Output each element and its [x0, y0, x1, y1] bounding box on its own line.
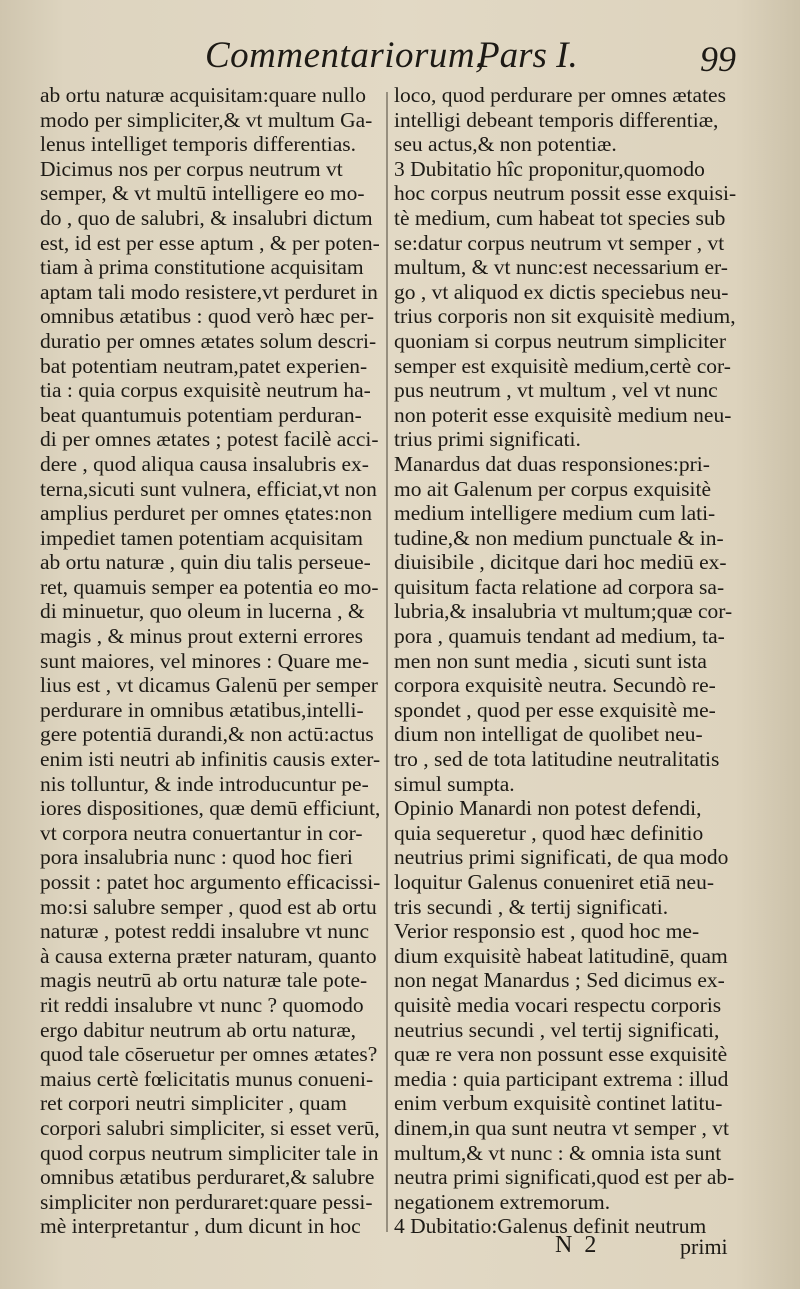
text-line: dere , quod aliqua causa insalubris ex- — [40, 451, 369, 476]
text-line: multum, & vt nunc:est necessarium er- — [394, 255, 728, 280]
text-line: di minuetur, quo oleum in lucerna , & — [40, 599, 365, 624]
text-line: di per omnes ætates ; potest facilè acci- — [40, 427, 379, 452]
text-line: lenus intelliget temporis differentias. — [40, 132, 357, 157]
text-line: semper, & vt multū intelligere eo mo- — [40, 181, 365, 206]
text-line: tris secundi , & tertij significati. — [394, 894, 669, 919]
text-line: magis neutrū ab ortu naturæ tale pote- — [40, 968, 368, 993]
column-divider — [386, 92, 388, 1232]
text-line: pus neutrum , vt multum , vel vt nunc — [394, 378, 718, 403]
text-line: quisitum facta relatione ad corpora sa- — [394, 574, 725, 599]
text-line: duratio per omnes ætates solum descri- — [40, 328, 377, 353]
text-line: men non sunt media , sicuti sunt ista — [394, 648, 707, 673]
text-line: nis tolluntur, & inde introducuntur pe- — [40, 771, 369, 796]
text-line: semper est exquisitè medium,certè cor- — [394, 353, 731, 378]
text-line: go , vt aliquod ex dictis speciebus neu- — [394, 279, 729, 304]
text-line: magis , & minus prout externi errores — [40, 624, 364, 649]
text-line: simpliciter non perduraret:quare pessi- — [40, 1189, 373, 1214]
text-line: Manardus dat duas responsiones:pri- — [394, 451, 710, 476]
text-line: 3 Dubitatio hîc proponitur,quomodo — [394, 156, 705, 181]
text-line: est, id est per esse aptum , & per poten- — [40, 230, 380, 255]
text-line: simul sumpta. — [394, 771, 515, 796]
text-line: modo per simpliciter,& vt multum Ga- — [40, 107, 373, 132]
text-line: neutrius secundi , vel tertij significati, — [394, 1017, 720, 1042]
text-line: tro , sed de tota latitudine neutralitatis — [394, 747, 720, 772]
text-line: Verior responsio est , quod hoc me- — [394, 919, 700, 944]
text-line: negationem extremorum. — [394, 1189, 611, 1214]
text-line: naturæ , potest reddi insalubre vt nunc — [40, 919, 369, 944]
signature-mark: N 2 — [555, 1232, 600, 1258]
part-label: Pars I. — [477, 35, 578, 76]
text-line: pora insalubria nunc : quod hoc fieri — [40, 845, 353, 870]
page-number: 99 — [700, 39, 736, 79]
text-line: loquitur Galenus conueniret etiā neu- — [394, 870, 715, 894]
text-line: omnibus ætatibus : quod verò hæc per- — [40, 304, 374, 329]
text-line: corpora exquisitè neutra. Secundò re- — [394, 673, 716, 698]
text-line: intelligi debeant temporis differentiæ, — [394, 107, 719, 132]
text-line: spondet , quod per esse exquisitè me- — [394, 697, 716, 722]
text-line: terna,sicuti sunt vulnera, efficiat,vt non — [40, 476, 377, 501]
text-line: trius corporis non sit exquisitè medium, — [394, 304, 736, 329]
left-column — [40, 83, 380, 1239]
text-line: iores dispositiones, quæ demū efficiunt, — [40, 796, 381, 821]
text-line: gere potentiā durandi,& non actū:actus — [40, 722, 374, 747]
text-line: quæ re vera non possunt esse exquisitè — [394, 1042, 728, 1067]
text-line: amplius perduret per omnes ętates:non — [40, 501, 372, 526]
text-line: possit : patet hoc argumento efficacissi- — [40, 870, 381, 894]
text-line: ab ortu naturæ acquisitam:quare nullo — [40, 83, 366, 107]
text-line: media : quia participant extrema : illud — [394, 1066, 729, 1091]
text-line: maius certè fœlicitatis munus conueni- — [40, 1066, 374, 1091]
text-line: quod corpus neutrum simpliciter tale in — [40, 1140, 379, 1165]
text-line: non poterit esse exquisitè medium neu- — [394, 402, 732, 427]
text-line: beat quantumuis potentiam perduran- — [40, 402, 362, 427]
text-line: non negat Manardus ; Sed dicimus ex- — [394, 968, 725, 993]
text-line: 4 Dubitatio:Galenus definit neutrum — [394, 1214, 707, 1239]
text-line: seu actus,& non potentiæ. — [394, 132, 617, 157]
text-line: vt corpora neutra conuertantur in cor- — [40, 820, 363, 845]
text-line: tia : quia corpus exquisitè neutrum ha- — [40, 378, 371, 403]
text-line: lubria,& insalubria vt multum;quæ cor- — [394, 599, 733, 624]
text-line: perdurare in omnibus ætatibus,intelli- — [40, 697, 364, 722]
text-line: pora , quamuis tendant ad medium, ta- — [394, 624, 725, 649]
text-line: sunt maiores, vel minores : Quare me- — [40, 648, 369, 673]
text-line: enim isti neutri ab infinitis causis exter- — [40, 747, 381, 772]
text-line: medium intelligere medium cum lati- — [394, 501, 716, 526]
text-line: ab ortu naturæ , quin diu talis perseue- — [40, 550, 371, 575]
text-line: à causa externa præter naturam, quanto — [40, 943, 377, 968]
text-line: Dicimus nos per corpus neutrum vt — [40, 156, 343, 181]
text-line: trius primi significati. — [394, 427, 581, 452]
text-line: loco, quod perdurare per omnes ætates — [394, 83, 726, 107]
text-line: quia sequeretur , quod hæc definitio — [394, 820, 704, 845]
text-line: tè medium, cum habeat tot species sub — [394, 205, 726, 230]
text-line: ergo dabitur neutrum ab ortu naturæ, — [40, 1017, 357, 1042]
text-line: ret, quamuis semper ea potentia eo mo- — [40, 574, 379, 599]
text-line: mè interpretantur , dum dicunt in hoc — [40, 1214, 361, 1239]
text-line: ret corpori neutri simpliciter , quam — [40, 1091, 347, 1116]
text-line: do , quo de salubri, & insalubri dictum — [40, 205, 373, 230]
catchword: primi — [680, 1234, 728, 1259]
text-line: tudine,& non medium punctuale & in- — [394, 525, 724, 550]
text-line: dium non intelligat de quolibet neu- — [394, 722, 703, 747]
text-line: omnibus ætatibus perduraret,& salubre — [40, 1165, 375, 1190]
text-line: quisitè media vocari respectu corporis — [394, 992, 722, 1017]
text-line: rit reddi insalubre vt nunc ? quomodo — [40, 992, 364, 1017]
text-line: Opinio Manardi non potest defendi, — [394, 796, 702, 821]
text-line: quod tale cōseruetur per omnes ætates? — [40, 1042, 378, 1067]
text-line: aptam tali modo resistere,vt perduret in — [40, 279, 378, 304]
text-line: tiam à prima constitutione acquisitam — [40, 255, 364, 280]
text-line: neutra primi significati,quod est per ab- — [394, 1165, 735, 1190]
right-column — [394, 83, 764, 1239]
running-title: Commentariorum, — [205, 35, 485, 76]
page-footer — [0, 1232, 800, 1272]
text-line: se:datur corpus neutrum vt semper , vt — [394, 230, 725, 255]
text-line: lius est , vt dicamus Galenū per semper — [40, 673, 378, 698]
text-line: mo ait Galenum per corpus exquisitè — [394, 476, 712, 501]
text-line: mo:si salubre semper , quod est ab ortu — [40, 894, 377, 919]
text-line: dinem,in qua sunt neutra vt semper , vt — [394, 1115, 729, 1140]
text-line: quoniam si corpus neutrum simpliciter — [394, 328, 727, 353]
text-line: hoc corpus neutrum possit esse exquisi- — [394, 181, 737, 206]
text-line: impediet tamen potentiam acquisitam — [40, 525, 364, 550]
text-line: bat potentiam neutram,patet experien- — [40, 353, 368, 378]
text-line: enim verbum exquisitè continet latitu- — [394, 1091, 723, 1116]
text-line: corpori salubri simpliciter, si esset verū, — [40, 1115, 380, 1140]
text-line: diuisibile , dicitque dari hoc mediū ex- — [394, 550, 727, 575]
text-line: neutrius primi significati, de qua modo — [394, 845, 729, 870]
running-header — [0, 28, 800, 88]
text-line: multum,& vt nunc : & omnia ista sunt — [394, 1140, 722, 1165]
text-line: dium exquisitè habeat latitudinē, quam — [394, 943, 728, 968]
